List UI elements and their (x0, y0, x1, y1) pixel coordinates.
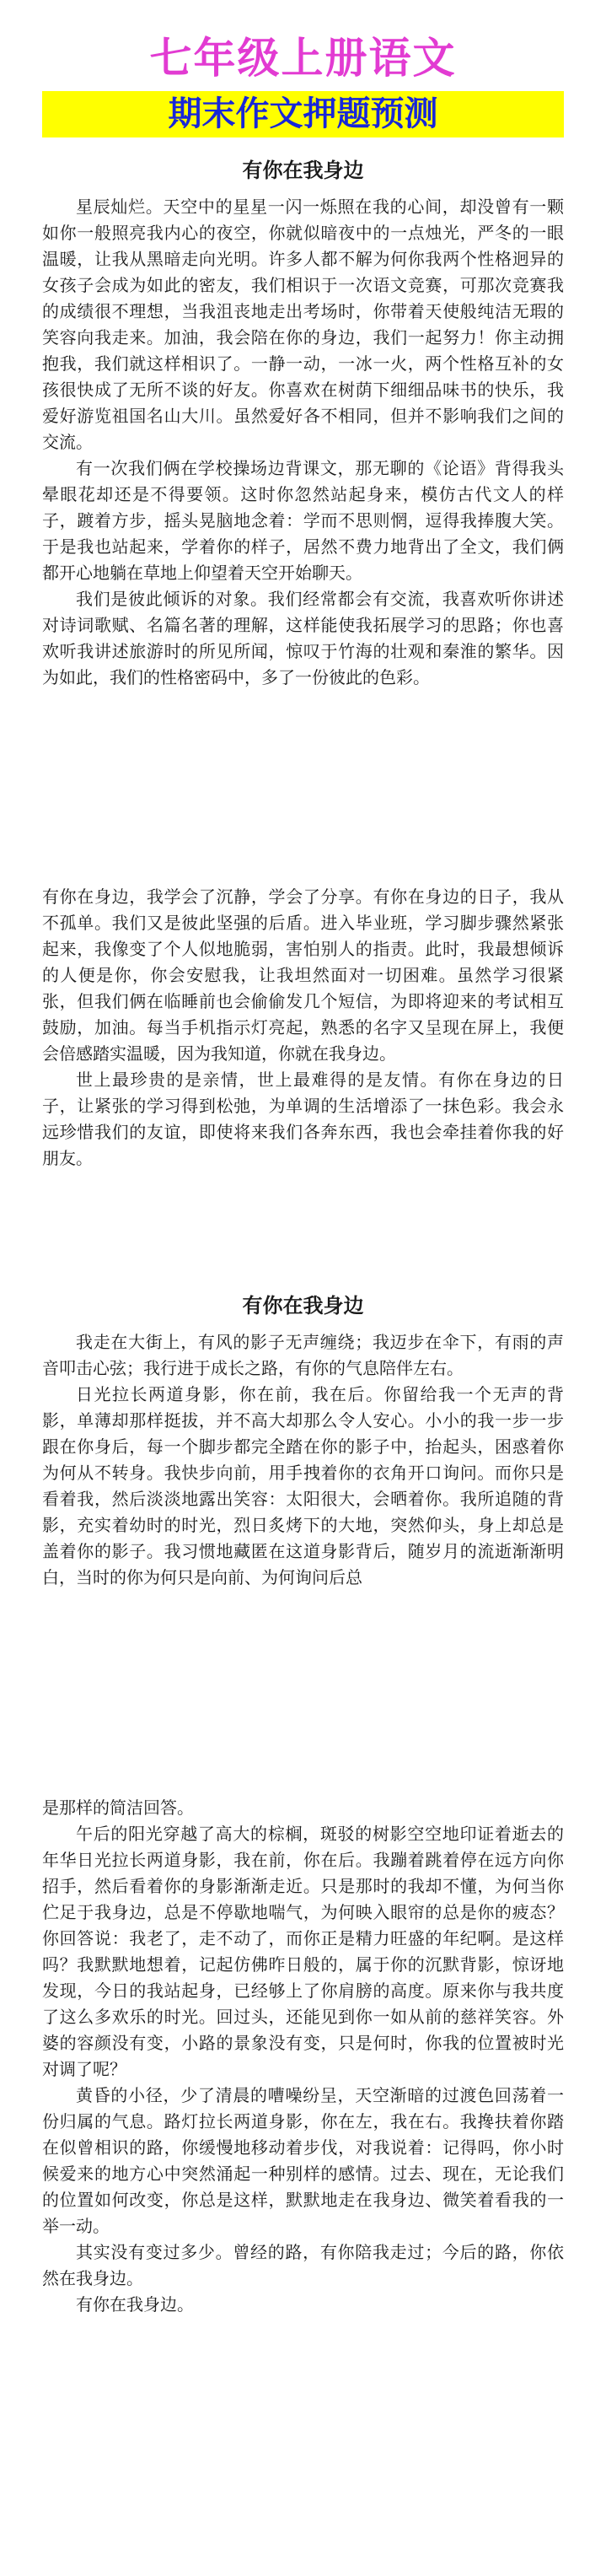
essay-2-paragraph: 我走在大街上，有风的影子无声缠绕；我迈步在伞下，有雨的声音叩击心弦；我行进于成长之路，有你的气息陪伴左右。 (42, 1332, 564, 1378)
essay-1-paragraph: 世上最珍贵的是亲情，世上最难得的是友情。有你在身边的日子，让紧张的学习得到松弛，为单调的生活增添了一抹色彩。我会永远珍惜我们的友谊，即使将来我们各奔东西，我也会牵挂着你我的好朋友。 (42, 1070, 564, 1168)
essay-2-paragraph: 是那样的简洁回答。 (42, 1797, 194, 1818)
essay-1-title: 有你在我身边 (242, 159, 364, 182)
essay-2 (42, 1291, 564, 1591)
page-title: 七年级上册语文 (149, 34, 457, 83)
essay-1-paragraph: 星辰灿烂。天空中的星星一闪一烁照在我的心间，却没曾有一颗如你一般照亮我内心的夜空，你就似暗夜中的一点烛光，严冬的一眼温暖，让我从黑暗走向光明。许多人都不解为何你我两个性格迥异的女孩子会成为如此的密友，我们相识于一次语文竞赛，可那次竞赛我的成绩很不理想，当我沮丧地走出考场时，你带着天使般纯洁无瑕的笑容向我走来。加油，我会陪在你的身边，我们一起努力！你主动拥抱我，我们就这样相识了。一静一动，一冰一火，两个性格互补的女孩很快成了无所不谈的好友。你喜欢在树荫下细细品味书的快乐，我爱好游览祖国名山大川。虽然爱好各不相同，但并不影响我们之间的交流。 (42, 197, 564, 452)
essay-2-paragraph: 其实没有变过多少。曾经的路，有你陪我走过；今后的路，你依然在我身边。 (42, 2242, 564, 2288)
essay-1-paragraph: 有一次我们俩在学校操场边背课文，那无聊的《论语》背得我头晕眼花却还是不得要领。这时你忽然站起身来，模仿古代文人的样子，踱着方步，摇头晃脑地念着：学而不思则惘，逗得我捧腹大笑。于是我也站起来，学着你的样子，居然不费力地背出了全文，我们俩都开心地躺在草地上仰望着天空开始聊天。 (42, 458, 564, 583)
essay-1-continued (42, 884, 564, 1172)
essay-1-paragraph: 有你在身边，我学会了沉静，学会了分享。有你在身边的日子，我从不孤单。我们又是彼此坚强的后盾。进入毕业班，学习脚步骤然紧张起来，我像变了个人似地脆弱，害怕别人的指责。此时，我最想倾诉的人便是你，你会安慰我，让我坦然面对一切困难。虽然学习很紧张，但我们俩在临睡前也会偷偷发几个短信，为即将迎来的考试相互鼓励，加油。每当手机指示灯亮起，熟悉的名字又呈现在屏上，我便会倍感踏实温暖，因为我知道，你就在我身边。 (42, 887, 564, 1064)
essay-2-paragraph: 黄昏的小径，少了清晨的嘈噪纷呈，天空渐暗的过渡色回荡着一份归属的气息。路灯拉长两道身影，你在左，我在右。我搀扶着你踏在似曾相识的路，你缓慢地移动着步伐，对我说着：记得吗，你小时候爱来的地方心中突然涌起一种别样的感情。过去、现在，无论我们的位置如何改变，你总是这样，默默地走在我身边、微笑着看我的一举一动。 (42, 2085, 564, 2236)
essay-1 (42, 155, 564, 691)
essay-2-paragraph: 午后的阳光穿越了高大的棕榈，斑驳的树影空空地印证着逝去的年华日光拉长两道身影，我在前，你在后。我蹦着跳着停在远方向你招手，然后看着你的身影渐渐走近。只是那时的我却不懂，为何当你伫足于我身边，总是不停歇地喘气，为何映入眼帘的总是你的疲态？你回答说：我老了，走不动了，而你正是精力旺盛的年纪啊。是这样吗？我默默地想着，记起仿佛昨日般的，属于你的沉默背影，惊讶地发现，今日的我站起身，已经够上了你肩膀的高度。原来你与我共度了这么多欢乐的时光。回过头，还能见到你一如从前的慈祥笑容。外婆的容颜没有变，小路的景象没有变，只是何时，你我的位置被时光对调了呢？ (42, 1824, 564, 2079)
essay-2-paragraph: 有你在我身边。 (76, 2294, 194, 2315)
essay-2-title: 有你在我身边 (242, 1294, 364, 1318)
essay-1-paragraph: 我们是彼此倾诉的对象。我们经常都会有交流，我喜欢听你讲述对诗词歌赋、名篇名著的理解，这样能使我拓展学习的思路；你也喜欢听我讲述旅游时的所见所闻，惊叹于竹海的壮观和秦淮的繁华。因为如此，我们的性格密码中，多了一份彼此的色彩。 (42, 589, 564, 687)
essay-2-continued (42, 1795, 564, 2318)
essay-2-paragraph: 日光拉长两道身影，你在前，我在后。你留给我一个无声的背影，单薄却那样挺拔，并不高大却那么令人安心。小小的我一步一步跟在你身后，每一个脚步都完全踏在你的影子中，抬起头，困惑着你为何从不转身。我快步向前，用手拽着你的衣角开口询问。而你只是看着我，然后淡淡地露出笑容：太阳很大，会晒着你。我所追随的背影，充实着幼时的时光，烈日炙烤下的大地，突然仰头，身上却总是盖着你的影子。我习惯地藏匿在这道身影背后，随岁月的流逝渐渐明白，当时的你为何只是向前、为何询问后总 (42, 1384, 564, 1587)
subtitle-banner: 期末作文押题预测 (42, 91, 564, 137)
